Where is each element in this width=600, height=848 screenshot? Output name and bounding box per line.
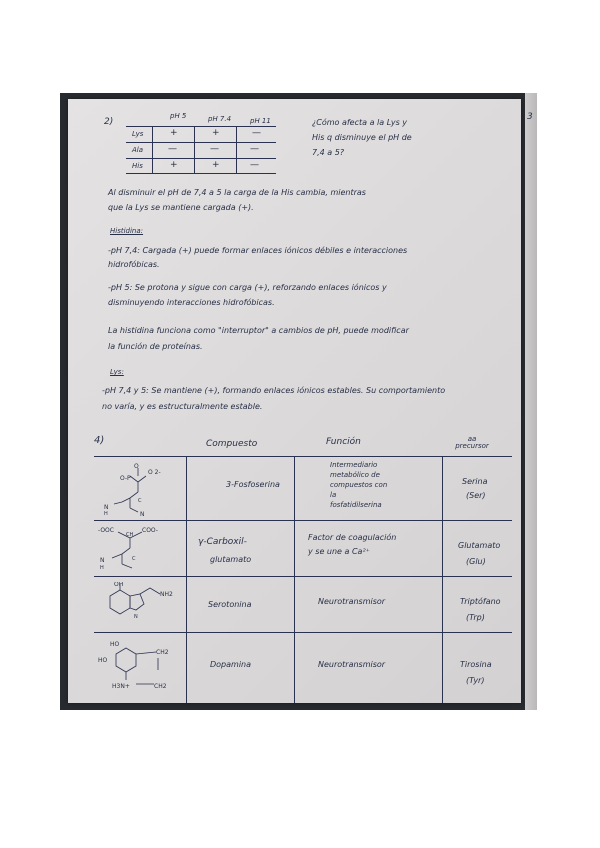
row-3-funcion: Neurotransmisor	[318, 597, 386, 606]
ala-ph11: —	[250, 144, 259, 154]
lys-ph74: +	[212, 128, 220, 138]
row-2-aa: Glutamato	[458, 541, 501, 550]
histidina-ph5-line-2: disminuyendo interacciones hidrofóbicas.	[108, 298, 275, 307]
question-3-number: 3	[527, 112, 533, 122]
svg-text:O 2-: O 2-	[148, 469, 161, 476]
serotonina-structure	[98, 582, 184, 630]
lys-ph11: —	[252, 128, 261, 138]
question-2-number: 2)	[104, 117, 114, 127]
row-2-aa-abbr: (Glu)	[466, 557, 486, 566]
lys-line-2: no varía, y es estructuralmente estable.	[102, 402, 263, 411]
histidina-ph5-line-1: -pH 5: Se protona y sigue con carga (+), reforzando enlaces iónicos y	[108, 283, 387, 292]
histidina-heading: Histidina:	[110, 227, 144, 235]
svg-text:NH2: NH2	[160, 591, 173, 598]
row-3-aa: Triptófano	[460, 597, 501, 606]
his-ph74: +	[212, 160, 220, 170]
svg-text:N: N	[134, 614, 138, 620]
svg-text:CH2: CH2	[156, 649, 169, 656]
row-4-compuesto: Dopamina	[210, 660, 252, 669]
ala-ph5: —	[168, 144, 177, 154]
compounds-table	[68, 436, 521, 703]
lys-ph5: +	[170, 128, 178, 138]
svg-text:N: N	[140, 511, 145, 518]
row-2-compuesto-line-2: glutamato	[210, 555, 252, 564]
row-1-funcion-line-3: compuestos con	[330, 481, 388, 489]
svg-text:CH: CH	[126, 532, 134, 538]
svg-text:N: N	[104, 504, 109, 511]
svg-text:OH: OH	[114, 582, 124, 588]
svg-text:C: C	[138, 498, 142, 504]
ala-ph74: —	[210, 144, 219, 154]
row-lys-label: Lys	[132, 130, 144, 138]
row-2-compuesto-line-1: γ-Carboxil-	[198, 537, 247, 547]
header-ph11: pH 11	[250, 117, 271, 125]
header-compuesto: Compuesto	[206, 439, 258, 449]
next-page-edge	[525, 93, 537, 710]
dopamina-structure	[96, 640, 186, 696]
row-ala-label: Ala	[132, 146, 144, 154]
carboxiglutamato-structure	[98, 524, 184, 574]
row-4-aa: Tirosina	[460, 660, 492, 669]
svg-text:COO-: COO-	[142, 527, 158, 534]
row-1-aa: Serina	[462, 477, 488, 486]
svg-text:H: H	[104, 511, 108, 517]
histidina-summary-line-1: La histidina funciona como "interruptor" a cambios de pH, puede modificar	[108, 326, 409, 335]
his-ph5: +	[170, 160, 178, 170]
svg-text:O: O	[134, 463, 139, 470]
row-3-compuesto: Serotonina	[208, 600, 252, 609]
svg-text:HO: HO	[98, 657, 108, 664]
histidina-ph74-line-2: hidrofóbicas.	[108, 260, 160, 269]
row-1-funcion-line-2: metabólico de	[330, 471, 380, 479]
row-1-funcion-line-5: fosfatidilserina	[330, 501, 382, 509]
svg-text:HO: HO	[110, 641, 120, 648]
answer-line-1: Al disminuir el pH de 7,4 a 5 la carga de la His cambia, mientras	[108, 188, 366, 197]
svg-text:-OOC: -OOC	[98, 527, 114, 534]
answer-line-2: que la Lys se mantiene cargada (+).	[108, 203, 254, 212]
svg-text:O-P: O-P	[120, 475, 131, 482]
lys-heading: Lys:	[110, 368, 124, 376]
fosfoserina-structure	[100, 462, 182, 518]
question-line-3: 7,4 a 5?	[312, 148, 345, 157]
charge-table	[126, 126, 276, 174]
row-his-label: His	[132, 162, 143, 170]
question-4-number: 4)	[94, 435, 105, 446]
lys-line-1: -pH 7,4 y 5: Se mantiene (+), formando enlaces iónicos estables. Su comportamiento	[102, 386, 446, 395]
row-4-funcion: Neurotransmisor	[318, 660, 386, 669]
header-ph5: pH 5	[170, 112, 187, 120]
row-1-funcion-line-1: Intermediario	[330, 461, 378, 469]
histidina-ph74-line-1: -pH 7,4: Cargada (+) puede formar enlaces iónicos débiles e interacciones	[108, 246, 408, 255]
row-3-aa-abbr: (Trp)	[466, 613, 485, 622]
header-funcion: Función	[326, 437, 361, 447]
his-ph11: —	[250, 160, 259, 170]
row-1-compuesto: 3-Fosfoserina	[226, 480, 280, 489]
svg-text:N: N	[100, 557, 105, 564]
svg-text:CH2: CH2	[154, 683, 167, 690]
row-2-funcion-line-1: Factor de coagulación	[308, 533, 397, 542]
photo-of-notes	[60, 93, 537, 710]
notebook-page	[68, 99, 521, 703]
row-2-funcion-line-2: y se une a Ca²⁺	[308, 547, 370, 556]
header-aa-precursor: aa precursor	[455, 435, 489, 450]
header-ph74: pH 7.4	[208, 115, 232, 123]
row-1-aa-abbr: (Ser)	[466, 491, 486, 500]
question-line-2: His q disminuye el pH de	[312, 133, 412, 142]
histidina-summary-line-2: la función de proteínas.	[108, 342, 203, 351]
svg-text:H: H	[100, 565, 104, 571]
svg-text:C: C	[132, 556, 136, 562]
row-4-aa-abbr: (Tyr)	[466, 676, 485, 685]
row-1-funcion-line-4: la	[330, 491, 337, 499]
svg-text:H3N+: H3N+	[112, 683, 130, 690]
question-line-1: ¿Cómo afecta a la Lys y	[312, 118, 408, 127]
